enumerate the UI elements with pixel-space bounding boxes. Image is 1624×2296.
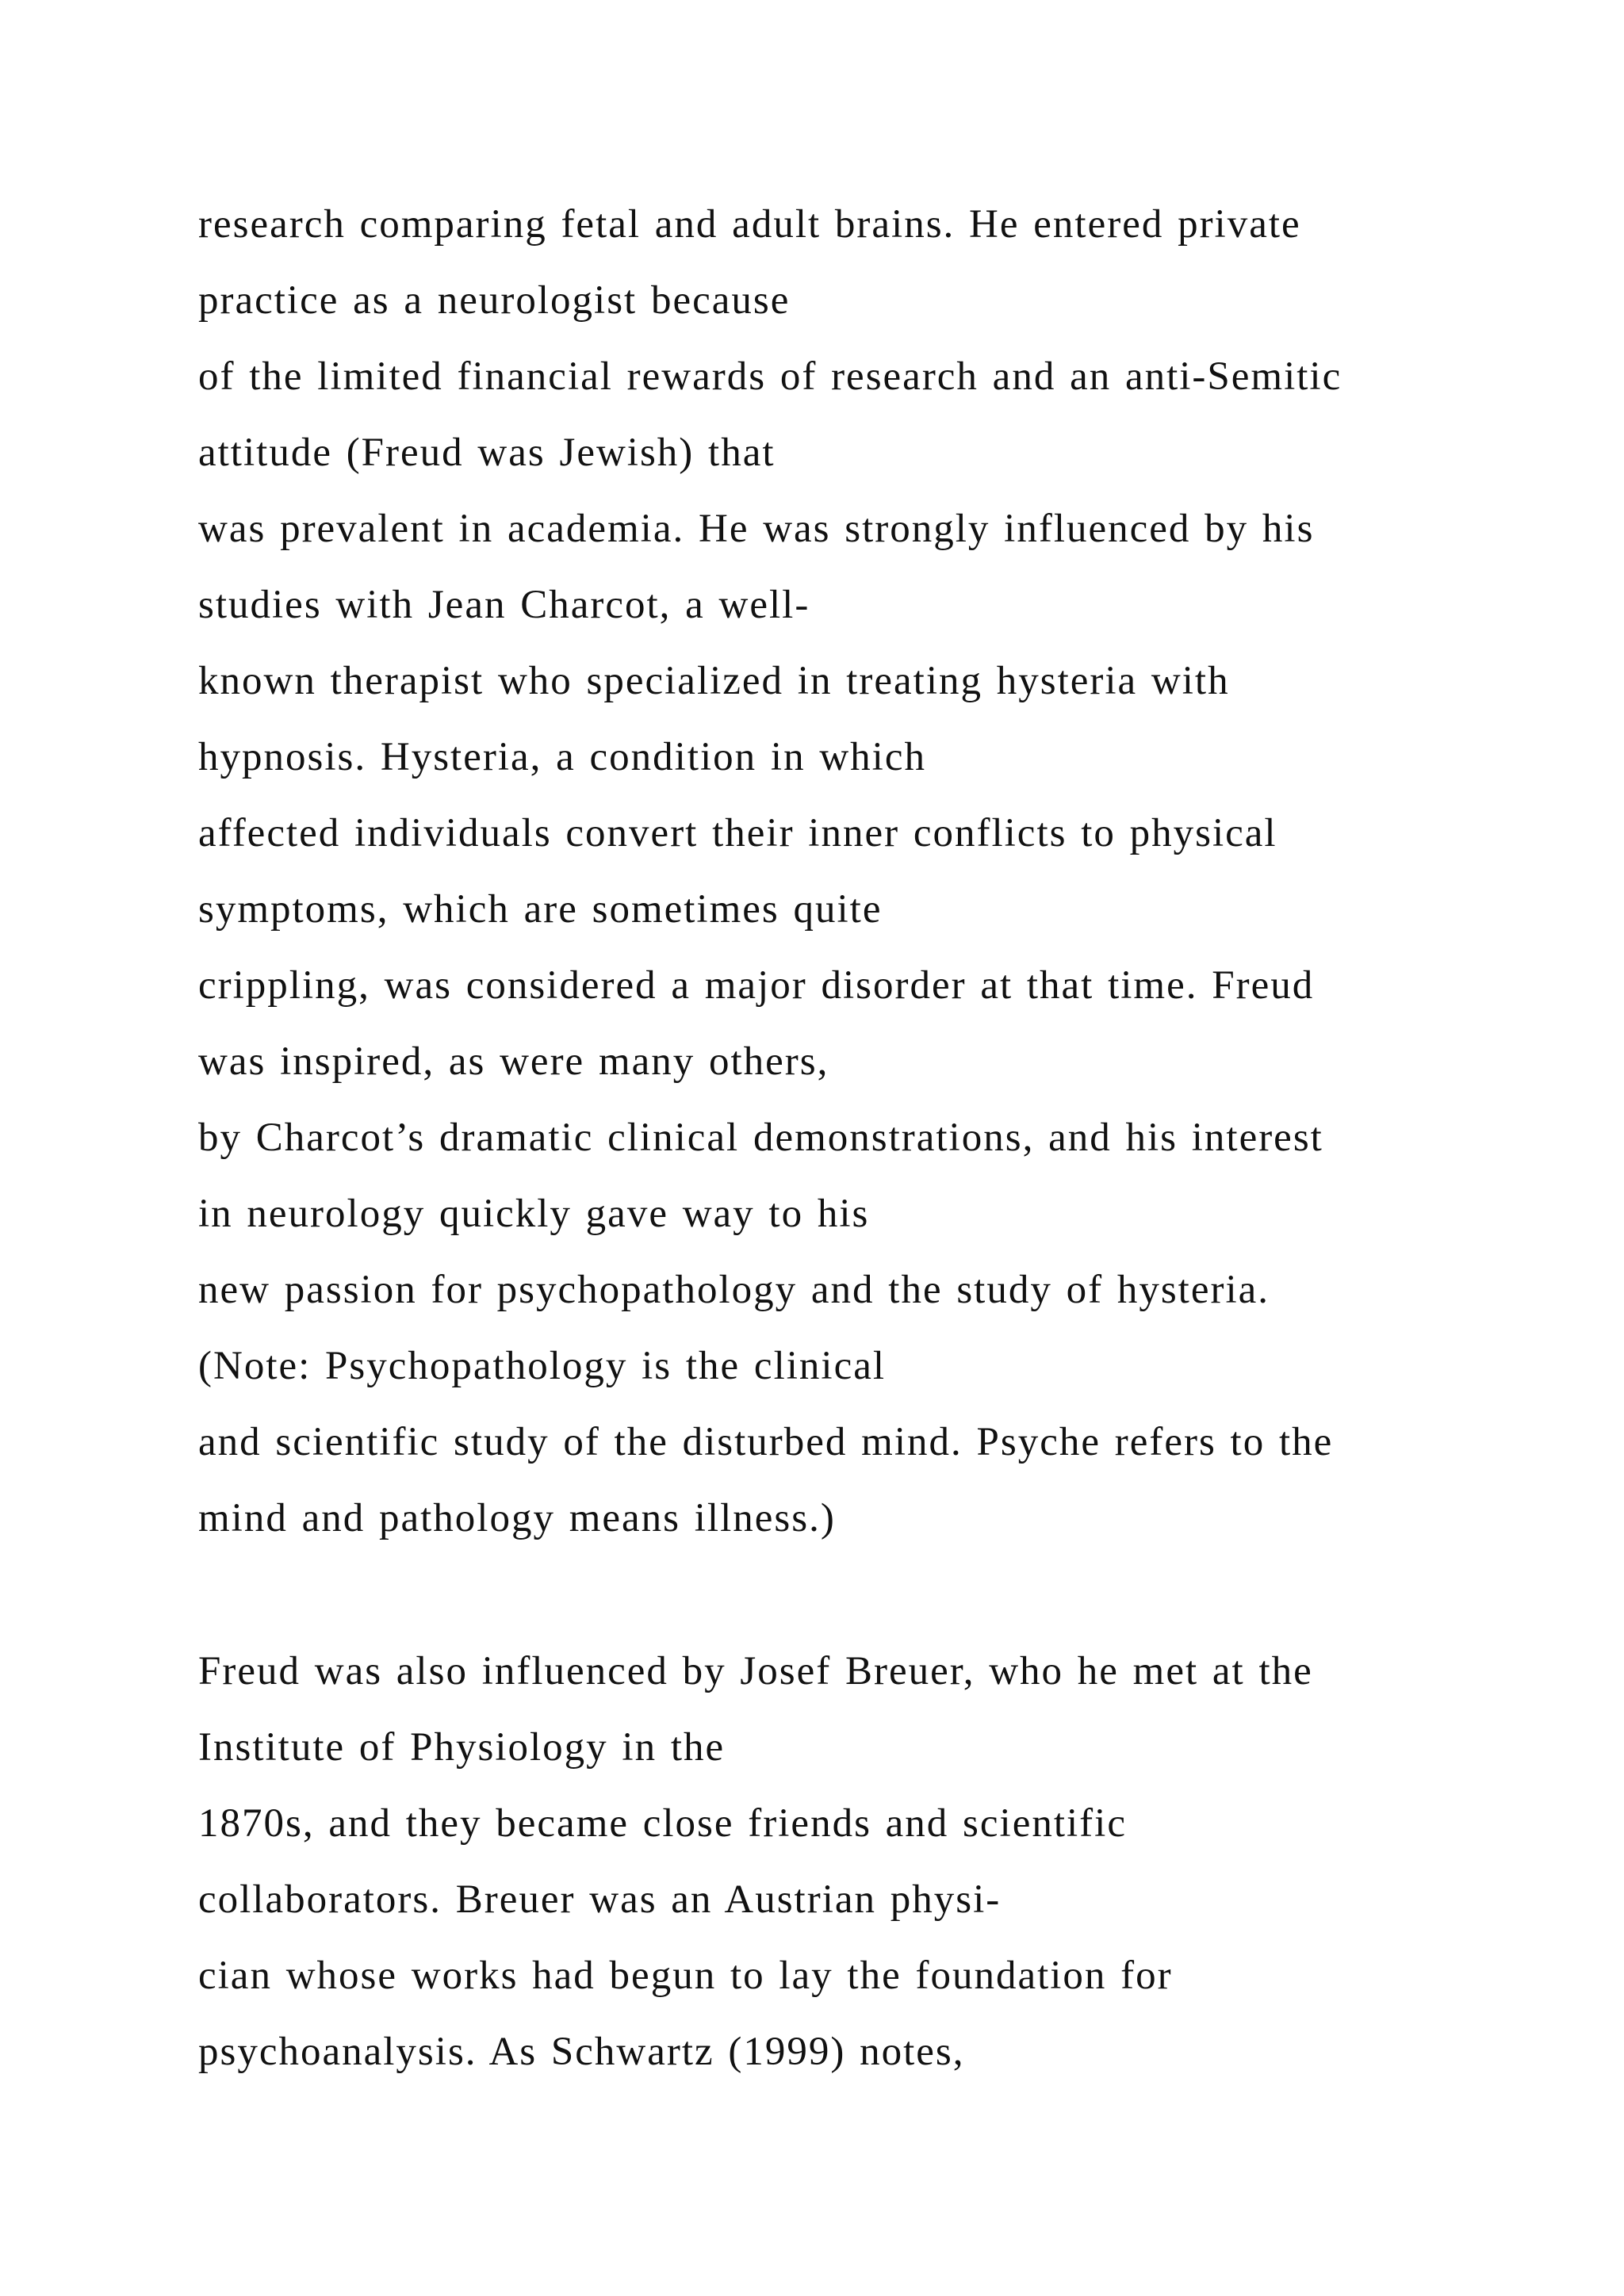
text-line: practice as a neurologist because [198,278,791,323]
text-line: cian whose works had begun to lay the foundation for [198,1954,1173,1998]
text-line: psychoanalysis. As Schwartz (1999) notes, [198,2030,965,2074]
text-line: attitude (Freud was Jewish) that [198,430,776,475]
text-line: of the limited financial rewards of research and an anti-Semitic [198,354,1342,399]
text-line: affected individuals convert their inner conflicts to physical [198,811,1277,855]
text-line: crippling, was considered a major disorder at that time. Freud [198,963,1315,1008]
text-line: studies with Jean Charcot, a well- [198,583,810,627]
text-line: hypnosis. Hysteria, a condition in which [198,735,926,779]
text-line: Freud was also influenced by Josef Breuer, who he met at the [198,1649,1313,1693]
text-line: was prevalent in academia. He was strongly influenced by his [198,507,1315,551]
text-line: known therapist who specialized in treating hysteria with [198,659,1230,703]
text-line: symptoms, which are sometimes quite [198,887,883,932]
paragraph-1 [198,186,1546,1556]
paragraph-2 [198,1633,1546,2090]
text-line: mind and pathology means illness.) [198,1496,836,1540]
text-line: in neurology quickly gave way to his [198,1192,870,1236]
text-line: was inspired, as were many others, [198,1039,829,1084]
text-line: 1870s, and they became close friends and scientific [198,1801,1127,1846]
text-line: collaborators. Breuer was an Austrian physi- [198,1877,1002,1922]
text-line: Institute of Physiology in the [198,1725,726,1770]
text-line: by Charcot’s dramatic clinical demonstrations, and his interest [198,1115,1323,1160]
text-line: research comparing fetal and adult brains. He entered private [198,202,1301,247]
text-line: new passion for psychopathology and the study of hysteria. [198,1268,1270,1312]
text-line: (Note: Psychopathology is the clinical [198,1344,887,1388]
text-line: and scientific study of the disturbed mind. Psyche refers to the [198,1420,1334,1464]
